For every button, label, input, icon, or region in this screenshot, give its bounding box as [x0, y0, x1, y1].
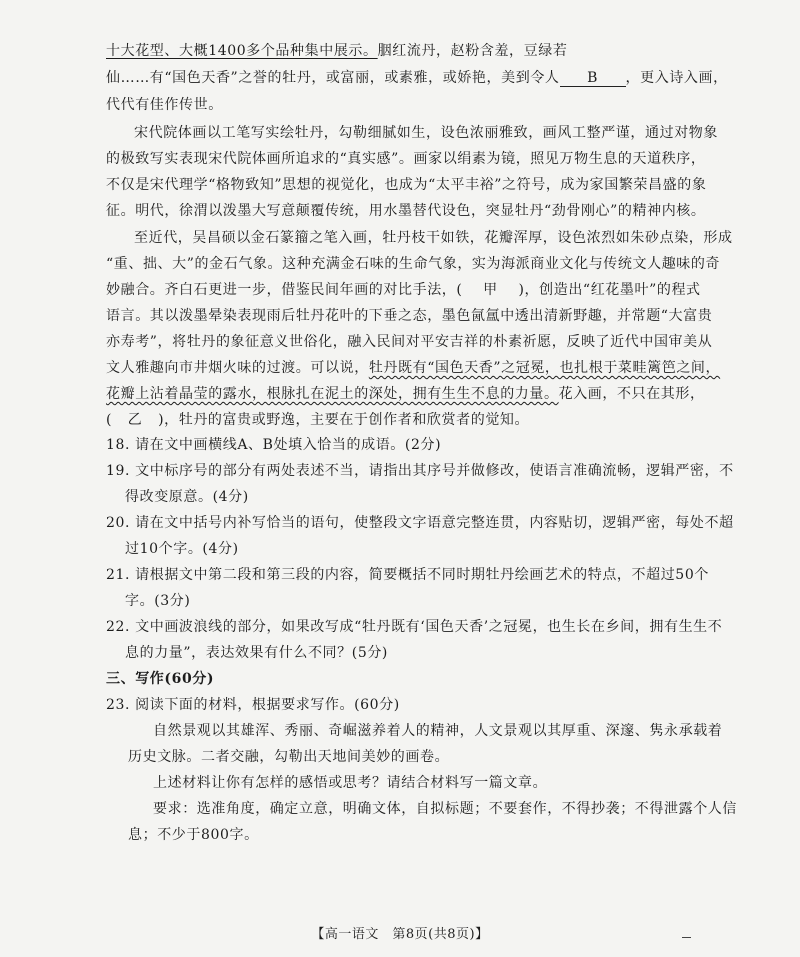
- wavy-underlined-text: 牡丹既有“国色天香”之冠冕，也扎根于菜畦篱笆之间，: [368, 360, 721, 376]
- p3-line-4: 语言。其以泼墨晕染表现雨后牡丹花叶的下垂之态，墨色氤氲中透出清新野趣，并常题“大富贵: [106, 308, 713, 324]
- p3-line-7: 花瓣上沾着晶莹的露水，根脉扎在泥土的深处，拥有生生不息的力量。花入画，不只在其形，: [106, 386, 705, 402]
- corner-mark: [682, 934, 691, 938]
- material-line-2: 历史文脉。二者交融，勾勒出天地间美妙的画卷。: [128, 749, 450, 765]
- question-23: 23. 阅读下面的材料，根据要求写作。(60分): [106, 697, 400, 713]
- section-title-writing: 三、写作(60分): [106, 671, 215, 687]
- p3-line-8: ( 乙 )，牡丹的富贵或野逸，主要在于创作者和欣赏者的觉知。: [106, 412, 530, 428]
- p3-line-6: 文人雅趣向市井烟火味的过渡。可以说，牡丹既有“国色天香”之冠冕，也扎根于菜畦篱笆之间，: [106, 360, 721, 376]
- underlined-sentence: 十大花型、大概1400多个品种集中展示。: [106, 43, 378, 59]
- p3-line-2: “重、拙、大”的金石气象。这种充满金石味的生命气象，实为海派商业文化与传统文人趣味的奇: [106, 256, 721, 272]
- material-line-1: 自然景观以其雄浑、秀丽、奇崛滋养着人的精神，人文景观以其厚重、深邃、隽永承载着: [153, 723, 723, 739]
- p3-line-3: 妙融合。齐白石更进一步，借鉴民间年画的对比手法，( 甲 )，创造出“红花墨叶”的程式: [106, 282, 701, 298]
- p1-line-3: 代代有佳作传世。: [106, 97, 223, 113]
- blank-b: B: [560, 70, 626, 87]
- blank-jia: 甲: [483, 282, 498, 298]
- question-22-line-1: 22. 文中画波浪线的部分，如果改写成“牡丹既有‘国色天香’之冠冕，也生长在乡间，拥有生生不: [106, 619, 723, 635]
- p2-line-2: 的极致写实表现宋代院体画所追求的“真实感”。画家以绢素为镜，照见万物生息的天道秩序，: [106, 151, 706, 167]
- p1-line-1: 十大花型、大概1400多个品种集中展示。胭红流丹，赵粉含羞，豆绿若: [106, 43, 568, 59]
- p3-line-5: 亦寿考”，将牡丹的象征意义世俗化，融入民间对平安吉祥的朴素祈愿，反映了近代中国审美从: [106, 334, 713, 350]
- requirements-line-2: 息；不少于800字。: [128, 827, 259, 843]
- question-18: 18. 请在文中画横线A、B处填入恰当的成语。(2分): [106, 437, 442, 453]
- question-22-line-2: 息的力量”，表达效果有什么不同？(5分): [125, 645, 388, 661]
- p2-line-4: 征。明代，徐渭以泼墨大写意颠覆传统，用水墨替代设色，突显牡丹“劲骨刚心”的精神内核。: [106, 203, 706, 219]
- p2-line-1: 宋代院体画以工笔写实绘牡丹，勾勒细腻如生，设色浓丽雅致，画风工整严谨，通过对物象: [134, 125, 718, 141]
- question-19-line-1: 19. 文中标序号的部分有两处表述不当，请指出其序号并做修改，使语言准确流畅，逻辑严密，不: [106, 463, 734, 479]
- question-20-line-1: 20. 请在文中括号内补写恰当的语句，使整段文字语意完整连贯，内容贴切，逻辑严密，每处不超: [106, 515, 734, 531]
- question-21-line-1: 21. 请根据文中第二段和第三段的内容，简要概括不同时期牡丹绘画艺术的特点，不超过50个: [106, 567, 709, 583]
- requirements-line-1: 要求：选准角度，确定立意，明确文体，自拟标题；不要套作，不得抄袭；不得泄露个人信: [153, 801, 737, 817]
- writing-prompt: 上述材料让你有怎样的感悟或思考？请结合材料写一篇文章。: [153, 775, 548, 791]
- wavy-underlined-text-2: 花瓣上沾着晶莹的露水，根脉扎在泥土的深处，拥有生生不息的力量。: [106, 386, 559, 402]
- question-20-line-2: 过10个字。(4分): [125, 541, 239, 557]
- question-21-line-2: 字。(3分): [125, 593, 191, 609]
- page-footer: 【高一语文 第8页(共8页)】: [311, 927, 489, 942]
- blank-yi: 乙: [127, 412, 143, 428]
- question-19-line-2: 得改变原意。(4分): [125, 489, 249, 505]
- p1-line-2: 仙……有“国色天香”之誉的牡丹，或富丽，或素雅，或娇艳，美到令人 B ，更入诗入画，: [106, 70, 728, 86]
- p2-line-3: 不仅是宋代理学“格物致知”思想的视觉化，也成为“太平丰裕”之符号，成为家国繁荣昌盛的象: [106, 177, 707, 193]
- p3-line-1: 至近代，吴昌硕以金石篆籀之笔入画，牡丹枝干如铁，花瓣浑厚，设色浓烈如朱砂点染，形成: [134, 230, 733, 246]
